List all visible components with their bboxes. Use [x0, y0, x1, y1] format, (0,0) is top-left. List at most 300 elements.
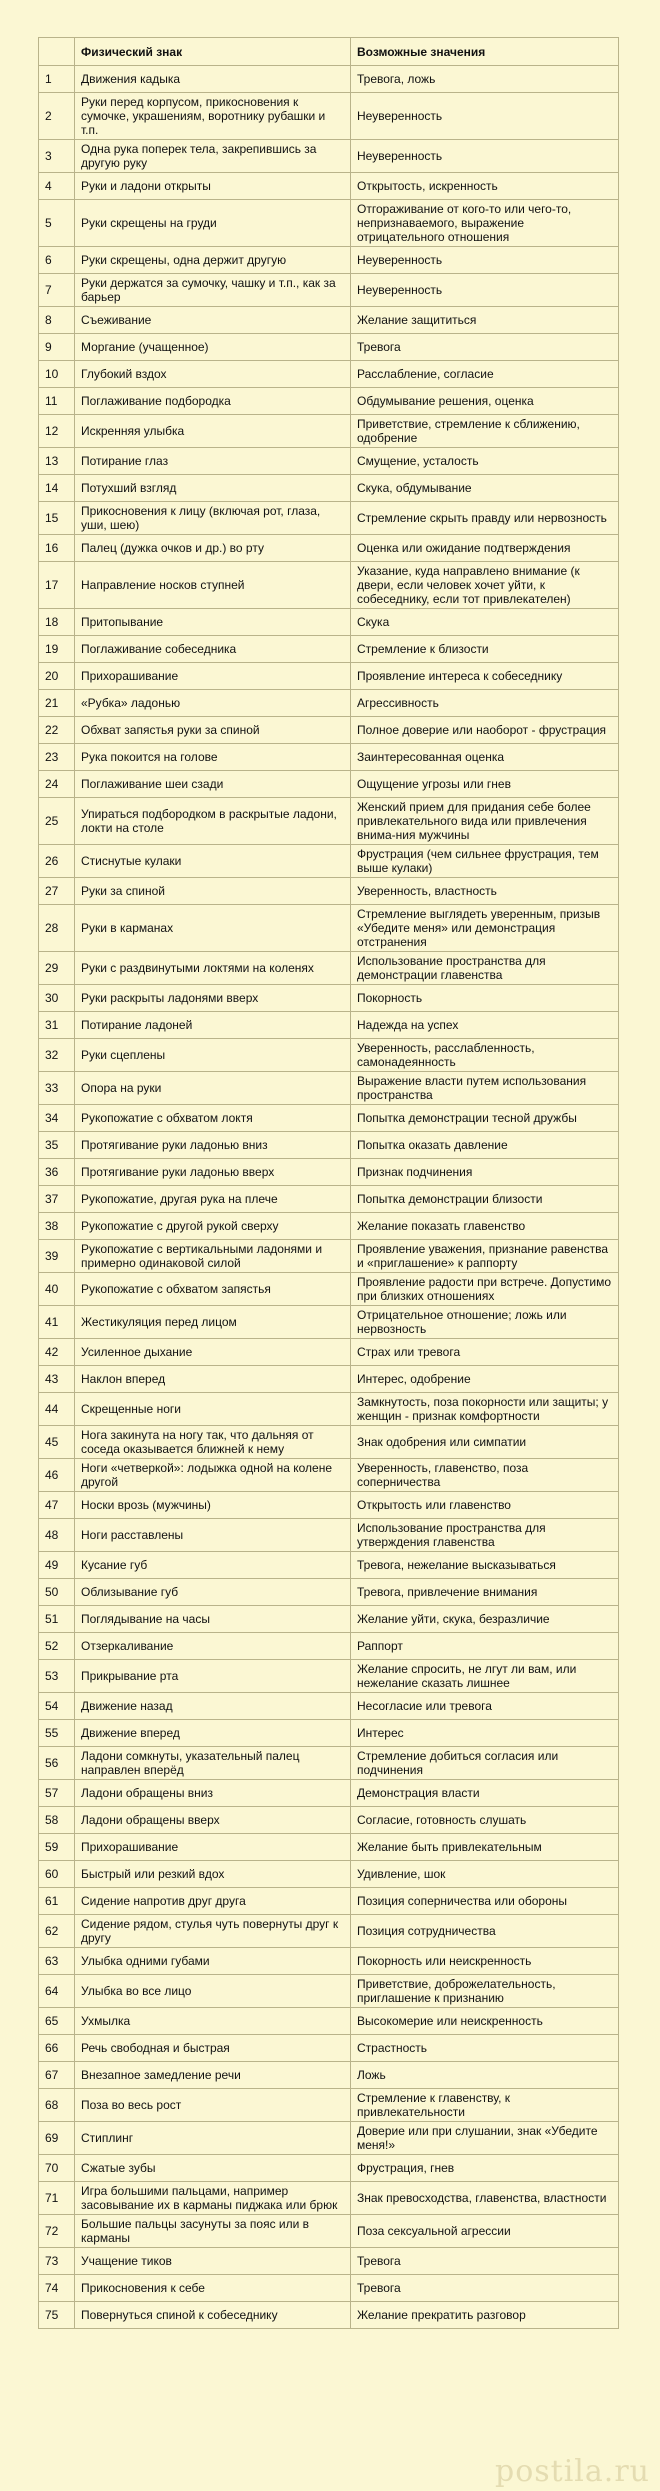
table-row	[39, 1132, 619, 1159]
row-number: 52	[39, 1633, 75, 1660]
table-row	[39, 93, 619, 140]
row-number: 2	[39, 93, 75, 140]
table-row	[39, 388, 619, 415]
meaning-cell: Стремление скрыть правду или нервозность	[351, 502, 619, 535]
row-number: 75	[39, 2302, 75, 2329]
meaning-cell: Уверенность, властность	[351, 878, 619, 905]
table-row	[39, 562, 619, 609]
table-row	[39, 744, 619, 771]
meaning-cell: Открытость или главенство	[351, 1492, 619, 1519]
meaning-cell: Тревога	[351, 2248, 619, 2275]
table-row	[39, 475, 619, 502]
row-number: 1	[39, 66, 75, 93]
row-number: 10	[39, 361, 75, 388]
row-number: 4	[39, 173, 75, 200]
row-number: 25	[39, 798, 75, 845]
physical-sign-cell: Прихорашивание	[75, 663, 351, 690]
physical-sign-cell: Протягивание руки ладонью вниз	[75, 1132, 351, 1159]
meaning-cell: Стремление к близости	[351, 636, 619, 663]
table-row	[39, 2035, 619, 2062]
table-row	[39, 2089, 619, 2122]
row-number: 41	[39, 1306, 75, 1339]
physical-sign-cell: Прикрывание рта	[75, 1660, 351, 1693]
physical-sign-cell: Рукопожатие с вертикальными ладонями и примерно одинаковой силой	[75, 1240, 351, 1273]
physical-sign-cell: Руки с раздвинутыми локтями на коленях	[75, 952, 351, 985]
table-row	[39, 2155, 619, 2182]
row-number: 8	[39, 307, 75, 334]
physical-sign-cell: Сидение рядом, стулья чуть повернуты друг к другу	[75, 1915, 351, 1948]
row-number: 44	[39, 1393, 75, 1426]
row-number: 19	[39, 636, 75, 663]
row-number: 53	[39, 1660, 75, 1693]
physical-sign-cell: Протягивание руки ладонью вверх	[75, 1159, 351, 1186]
table-row	[39, 1105, 619, 1132]
row-number: 28	[39, 905, 75, 952]
physical-sign-cell: Потирание ладоней	[75, 1012, 351, 1039]
physical-sign-cell: Ноги «четверкой»: лодыжка одной на колене другой	[75, 1459, 351, 1492]
table-row	[39, 1807, 619, 1834]
table-row	[39, 1273, 619, 1306]
meaning-cell: Открытость, искренность	[351, 173, 619, 200]
row-number: 31	[39, 1012, 75, 1039]
physical-sign-cell: Кусание губ	[75, 1552, 351, 1579]
table-row	[39, 1426, 619, 1459]
physical-sign-cell: Опора на руки	[75, 1072, 351, 1105]
table-row	[39, 1186, 619, 1213]
table-row	[39, 140, 619, 173]
row-number: 71	[39, 2182, 75, 2215]
physical-sign-cell: Облизывание губ	[75, 1579, 351, 1606]
table-row	[39, 1072, 619, 1105]
physical-sign-cell: Поглядывание на часы	[75, 1606, 351, 1633]
physical-sign-cell: Сжатые зубы	[75, 2155, 351, 2182]
row-number: 62	[39, 1915, 75, 1948]
table-row	[39, 878, 619, 905]
meaning-cell: Использование пространства для утверждения главенства	[351, 1519, 619, 1552]
physical-sign-cell: Учащение тиков	[75, 2248, 351, 2275]
table-row	[39, 1339, 619, 1366]
physical-sign-cell: Поглаживание подбородка	[75, 388, 351, 415]
meaning-cell: Замкнутость, поза покорности или защиты; у женщин - признак комфортности	[351, 1393, 619, 1426]
physical-sign-cell: Руки скрещены на груди	[75, 200, 351, 247]
row-number: 45	[39, 1426, 75, 1459]
table-row	[39, 2182, 619, 2215]
row-number: 15	[39, 502, 75, 535]
meaning-cell: Согласие, готовность слушать	[351, 1807, 619, 1834]
meaning-cell: Тревога, ложь	[351, 66, 619, 93]
meaning-cell: Приветствие, стремление к сближению, одобрение	[351, 415, 619, 448]
physical-sign-cell: Рукопожатие с обхватом локтя	[75, 1105, 351, 1132]
table-row	[39, 2275, 619, 2302]
table-row	[39, 1012, 619, 1039]
table-row	[39, 1606, 619, 1633]
physical-sign-cell: Палец (дужка очков и др.) во рту	[75, 535, 351, 562]
physical-sign-cell: Искренняя улыбка	[75, 415, 351, 448]
table-row	[39, 535, 619, 562]
physical-sign-cell: Наклон вперед	[75, 1366, 351, 1393]
table-row	[39, 1834, 619, 1861]
row-number: 50	[39, 1579, 75, 1606]
row-number: 34	[39, 1105, 75, 1132]
meaning-cell: Уверенность, главенство, поза соперничества	[351, 1459, 619, 1492]
meaning-cell: Покорность или неискренность	[351, 1948, 619, 1975]
meaning-cell: Позиция сотрудничества	[351, 1915, 619, 1948]
row-number: 17	[39, 562, 75, 609]
meaning-cell: Тревога, привлечение внимания	[351, 1579, 619, 1606]
row-number: 27	[39, 878, 75, 905]
physical-sign-cell: Руки за спиной	[75, 878, 351, 905]
meaning-cell: Расслабление, согласие	[351, 361, 619, 388]
physical-sign-cell: Руки держатся за сумочку, чашку и т.п., как за барьер	[75, 274, 351, 307]
physical-sign-cell: Улыбка одними губами	[75, 1948, 351, 1975]
table-row	[39, 448, 619, 475]
table-row	[39, 1888, 619, 1915]
table-row	[39, 690, 619, 717]
meaning-cell: Раппорт	[351, 1633, 619, 1660]
meaning-cell: Доверие или при слушании, знак «Убедите меня!»	[351, 2122, 619, 2155]
table-row	[39, 1039, 619, 1072]
table-row	[39, 663, 619, 690]
row-number: 60	[39, 1861, 75, 1888]
table-row	[39, 1693, 619, 1720]
physical-sign-cell: Ладони обращены вверх	[75, 1807, 351, 1834]
physical-sign-cell: Ладони обращены вниз	[75, 1780, 351, 1807]
row-number: 49	[39, 1552, 75, 1579]
header-physical-sign: Физический знак	[75, 38, 351, 66]
physical-sign-cell: Ладони сомкнуты, указательный палец направлен вперёд	[75, 1747, 351, 1780]
table-row	[39, 1633, 619, 1660]
physical-sign-cell: Направление носков ступней	[75, 562, 351, 609]
meaning-cell: Тревога	[351, 334, 619, 361]
row-number: 54	[39, 1693, 75, 1720]
row-number: 21	[39, 690, 75, 717]
physical-sign-cell: Поза во весь рост	[75, 2089, 351, 2122]
row-number: 40	[39, 1273, 75, 1306]
row-number: 57	[39, 1780, 75, 1807]
meaning-cell: Неуверенность	[351, 274, 619, 307]
table-row	[39, 1159, 619, 1186]
row-number: 11	[39, 388, 75, 415]
row-number: 67	[39, 2062, 75, 2089]
row-number: 74	[39, 2275, 75, 2302]
physical-sign-cell: Скрещенные ноги	[75, 1393, 351, 1426]
meaning-cell: Стремление выглядеть уверенным, призыв «Убедите меня» или демонстрация отстранения	[351, 905, 619, 952]
meaning-cell: Проявление интереса к собеседнику	[351, 663, 619, 690]
meaning-cell: Проявление радости при встрече. Допустимо при близких отношениях	[351, 1273, 619, 1306]
physical-sign-cell: Ноги расставлены	[75, 1519, 351, 1552]
meaning-cell: Отрицательное отношение; ложь или нервозность	[351, 1306, 619, 1339]
meaning-cell: Желание спросить, не лгут ли вам, или нежелание сказать лишнее	[351, 1660, 619, 1693]
table-row	[39, 1519, 619, 1552]
row-number: 36	[39, 1159, 75, 1186]
meaning-cell: Интерес, одобрение	[351, 1366, 619, 1393]
row-number: 9	[39, 334, 75, 361]
row-number: 20	[39, 663, 75, 690]
physical-sign-cell: Прикосновения к лицу (включая рот, глаза, уши, шею)	[75, 502, 351, 535]
physical-sign-cell: Ухмылка	[75, 2008, 351, 2035]
physical-sign-cell: Притопывание	[75, 609, 351, 636]
watermark-logo: postila.ru	[495, 2454, 650, 2489]
row-number: 46	[39, 1459, 75, 1492]
table-row	[39, 2248, 619, 2275]
table-row	[39, 985, 619, 1012]
physical-sign-cell: Повернуться спиной к собеседнику	[75, 2302, 351, 2329]
table-row	[39, 1459, 619, 1492]
row-number: 55	[39, 1720, 75, 1747]
row-number: 32	[39, 1039, 75, 1072]
meaning-cell: Отгораживание от кого-то или чего-то, непризнаваемого, выражение отрицательного отношения	[351, 200, 619, 247]
row-number: 7	[39, 274, 75, 307]
row-number: 72	[39, 2215, 75, 2248]
table-row	[39, 1660, 619, 1693]
table-row	[39, 307, 619, 334]
row-number: 18	[39, 609, 75, 636]
meaning-cell: Скука	[351, 609, 619, 636]
row-number: 39	[39, 1240, 75, 1273]
meaning-cell: Удивление, шок	[351, 1861, 619, 1888]
table-row	[39, 502, 619, 535]
physical-sign-cell: Поглаживание собеседника	[75, 636, 351, 663]
meaning-cell: Заинтересованная оценка	[351, 744, 619, 771]
physical-sign-cell: Одна рука поперек тела, закрепившись за другую руку	[75, 140, 351, 173]
meaning-cell: Несогласие или тревога	[351, 1693, 619, 1720]
meaning-cell: Фрустрация, гнев	[351, 2155, 619, 2182]
table-header-row	[39, 38, 619, 66]
table-row	[39, 1240, 619, 1273]
row-number: 33	[39, 1072, 75, 1105]
physical-sign-cell: Потирание глаз	[75, 448, 351, 475]
row-number: 69	[39, 2122, 75, 2155]
meaning-cell: Позиция соперничества или обороны	[351, 1888, 619, 1915]
physical-sign-cell: Внезапное замедление речи	[75, 2062, 351, 2089]
meaning-cell: Ощущение угрозы или гнев	[351, 771, 619, 798]
meaning-cell: Неуверенность	[351, 93, 619, 140]
table-row	[39, 798, 619, 845]
row-number: 12	[39, 415, 75, 448]
physical-sign-cell: Обхват запястья руки за спиной	[75, 717, 351, 744]
meaning-cell: Использование пространства для демонстрации главенства	[351, 952, 619, 985]
meaning-cell: Желание уйти, скука, безразличие	[351, 1606, 619, 1633]
physical-sign-cell: Руки сцеплены	[75, 1039, 351, 1072]
row-number: 47	[39, 1492, 75, 1519]
meaning-cell: Желание прекратить разговор	[351, 2302, 619, 2329]
meaning-cell: Знак превосходства, главенства, властности	[351, 2182, 619, 2215]
physical-sign-cell: Нога закинута на ногу так, что дальняя от соседа оказывается ближней к нему	[75, 1426, 351, 1459]
meaning-cell: Указание, куда направлено внимание (к двери, если человек хочет уйти, к собеседнику, если тот привлекателен)	[351, 562, 619, 609]
row-number: 30	[39, 985, 75, 1012]
meaning-cell: Скука, обдумывание	[351, 475, 619, 502]
row-number: 66	[39, 2035, 75, 2062]
meaning-cell: Тревога, нежелание высказываться	[351, 1552, 619, 1579]
physical-sign-cell: Жестикуляция перед лицом	[75, 1306, 351, 1339]
table-row	[39, 1579, 619, 1606]
table-body	[39, 66, 619, 2329]
meaning-cell: Попытка оказать давление	[351, 1132, 619, 1159]
table-row	[39, 1720, 619, 1747]
physical-sign-cell: Усиленное дыхание	[75, 1339, 351, 1366]
physical-sign-cell: Игра большими пальцами, например засовывание их в карманы пиджака или брюк	[75, 2182, 351, 2215]
row-number: 5	[39, 200, 75, 247]
table-row	[39, 1780, 619, 1807]
table-row	[39, 1915, 619, 1948]
physical-sign-cell: Рукопожатие, другая рука на плече	[75, 1186, 351, 1213]
meaning-cell: Ложь	[351, 2062, 619, 2089]
row-number: 42	[39, 1339, 75, 1366]
table-row	[39, 717, 619, 744]
body-language-table	[38, 37, 619, 2329]
row-number: 3	[39, 140, 75, 173]
meaning-cell: Тревога	[351, 2275, 619, 2302]
row-number: 6	[39, 247, 75, 274]
row-number: 29	[39, 952, 75, 985]
row-number: 65	[39, 2008, 75, 2035]
row-number: 38	[39, 1213, 75, 1240]
table-row	[39, 1492, 619, 1519]
table-row	[39, 2122, 619, 2155]
table-row	[39, 1213, 619, 1240]
meaning-cell: Демонстрация власти	[351, 1780, 619, 1807]
physical-sign-cell: Сидение напротив друг друга	[75, 1888, 351, 1915]
row-number: 16	[39, 535, 75, 562]
meaning-cell: Приветствие, доброжелательность, приглашение к признанию	[351, 1975, 619, 2008]
table-row	[39, 905, 619, 952]
meaning-cell: Высокомерие или неискренность	[351, 2008, 619, 2035]
table-row	[39, 173, 619, 200]
table-row	[39, 845, 619, 878]
meaning-cell: Смущение, усталость	[351, 448, 619, 475]
table-row	[39, 1366, 619, 1393]
meaning-cell: Фрустрация (чем сильнее фрустрация, тем выше кулаки)	[351, 845, 619, 878]
physical-sign-cell: Речь свободная и быстрая	[75, 2035, 351, 2062]
row-number: 70	[39, 2155, 75, 2182]
row-number: 64	[39, 1975, 75, 2008]
table-row	[39, 200, 619, 247]
physical-sign-cell: Стиплинг	[75, 2122, 351, 2155]
meaning-cell: Неуверенность	[351, 140, 619, 173]
physical-sign-cell: Стиснутые кулаки	[75, 845, 351, 878]
meaning-cell: Стремление добиться согласия или подчинения	[351, 1747, 619, 1780]
row-number: 24	[39, 771, 75, 798]
physical-sign-cell: Движение назад	[75, 1693, 351, 1720]
row-number: 51	[39, 1606, 75, 1633]
table-row	[39, 2215, 619, 2248]
header-number	[39, 38, 75, 66]
row-number: 26	[39, 845, 75, 878]
meaning-cell: Поза сексуальной агрессии	[351, 2215, 619, 2248]
table-row	[39, 1861, 619, 1888]
physical-sign-cell: Руки в карманах	[75, 905, 351, 952]
physical-sign-cell: Улыбка во все лицо	[75, 1975, 351, 2008]
table-row	[39, 415, 619, 448]
physical-sign-cell: Поглаживание шеи сзади	[75, 771, 351, 798]
row-number: 59	[39, 1834, 75, 1861]
table-row	[39, 771, 619, 798]
table-row	[39, 1552, 619, 1579]
meaning-cell: Проявление уважения, признание равенства и «приглашение» к раппорту	[351, 1240, 619, 1273]
meaning-cell: Желание показать главенство	[351, 1213, 619, 1240]
physical-sign-cell: Рукопожатие с другой рукой сверху	[75, 1213, 351, 1240]
physical-sign-cell: Руки скрещены, одна держит другую	[75, 247, 351, 274]
table-row	[39, 334, 619, 361]
physical-sign-cell: Отзеркаливание	[75, 1633, 351, 1660]
meaning-cell: Желание быть привлекательным	[351, 1834, 619, 1861]
meaning-cell: Знак одобрения или симпатии	[351, 1426, 619, 1459]
table-row	[39, 636, 619, 663]
physical-sign-cell: Руки и ладони открыты	[75, 173, 351, 200]
physical-sign-cell: Глубокий вздох	[75, 361, 351, 388]
meaning-cell: Оценка или ожидание подтверждения	[351, 535, 619, 562]
row-number: 23	[39, 744, 75, 771]
physical-sign-cell: Большие пальцы засунуты за пояс или в карманы	[75, 2215, 351, 2248]
physical-sign-cell: Быстрый или резкий вдох	[75, 1861, 351, 1888]
physical-sign-cell: Моргание (учащенное)	[75, 334, 351, 361]
table-row	[39, 1393, 619, 1426]
meaning-cell: Неуверенность	[351, 247, 619, 274]
row-number: 58	[39, 1807, 75, 1834]
meaning-cell: Желание защититься	[351, 307, 619, 334]
table-row	[39, 1747, 619, 1780]
physical-sign-cell: Прикосновения к себе	[75, 2275, 351, 2302]
row-number: 22	[39, 717, 75, 744]
row-number: 35	[39, 1132, 75, 1159]
physical-sign-cell: Руки перед корпусом, прикосновения к сумочке, украшениям, воротнику рубашки и т.п.	[75, 93, 351, 140]
table-row	[39, 2062, 619, 2089]
meaning-cell: Женский прием для придания себе более привлекательного вида или привлечения внима-ния мужчины	[351, 798, 619, 845]
physical-sign-cell: Движение вперед	[75, 1720, 351, 1747]
meaning-cell: Выражение власти путем использования пространства	[351, 1072, 619, 1105]
row-number: 63	[39, 1948, 75, 1975]
row-number: 68	[39, 2089, 75, 2122]
row-number: 56	[39, 1747, 75, 1780]
table-row	[39, 1948, 619, 1975]
row-number: 13	[39, 448, 75, 475]
physical-sign-cell: Рука покоится на голове	[75, 744, 351, 771]
body-language-table-wrapper	[38, 37, 618, 2329]
table-row	[39, 66, 619, 93]
meaning-cell: Страх или тревога	[351, 1339, 619, 1366]
table-row	[39, 952, 619, 985]
meaning-cell: Попытка демонстрации тесной дружбы	[351, 1105, 619, 1132]
table-row	[39, 274, 619, 307]
physical-sign-cell: «Рубка» ладонью	[75, 690, 351, 717]
meaning-cell: Покорность	[351, 985, 619, 1012]
physical-sign-cell: Движения кадыка	[75, 66, 351, 93]
meaning-cell: Страстность	[351, 2035, 619, 2062]
physical-sign-cell: Упираться подбородком в раскрытые ладони, локти на столе	[75, 798, 351, 845]
meaning-cell: Стремление к главенству, к привлекательности	[351, 2089, 619, 2122]
meaning-cell: Уверенность, расслабленность, самонадеянность	[351, 1039, 619, 1072]
row-number: 48	[39, 1519, 75, 1552]
table-row	[39, 247, 619, 274]
meaning-cell: Агрессивность	[351, 690, 619, 717]
header-possible-meanings: Возможные значения	[351, 38, 619, 66]
meaning-cell: Обдумывание решения, оценка	[351, 388, 619, 415]
row-number: 37	[39, 1186, 75, 1213]
physical-sign-cell: Руки раскрыты ладонями вверх	[75, 985, 351, 1012]
physical-sign-cell: Потухший взгляд	[75, 475, 351, 502]
table-row	[39, 1306, 619, 1339]
meaning-cell: Надежда на успех	[351, 1012, 619, 1039]
physical-sign-cell: Рукопожатие с обхватом запястья	[75, 1273, 351, 1306]
meaning-cell: Полное доверие или наоборот - фрустрация	[351, 717, 619, 744]
row-number: 14	[39, 475, 75, 502]
table-row	[39, 609, 619, 636]
table-row	[39, 1975, 619, 2008]
meaning-cell: Попытка демонстрации близости	[351, 1186, 619, 1213]
table-row	[39, 2008, 619, 2035]
row-number: 43	[39, 1366, 75, 1393]
physical-sign-cell: Съеживание	[75, 307, 351, 334]
